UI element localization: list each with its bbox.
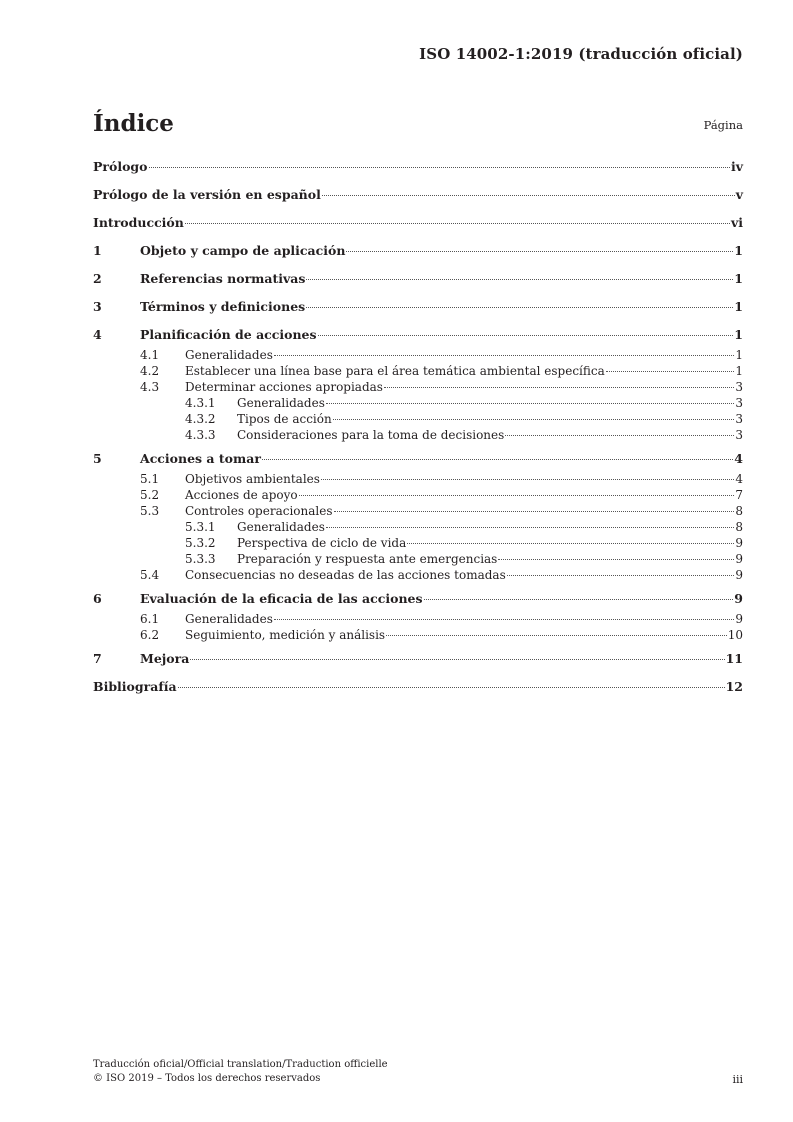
toc-entry[interactable] <box>93 295 743 319</box>
toc-dot-leader <box>190 659 724 660</box>
toc-entry-page: 1 <box>735 348 743 362</box>
toc-entry[interactable] <box>93 675 743 699</box>
toc-dot-leader <box>326 403 734 404</box>
toc-dot-leader <box>306 307 733 308</box>
toc-entry[interactable] <box>93 183 743 207</box>
toc-entry-title: Objetivos ambientales <box>185 472 320 486</box>
toc-entry-page: 1 <box>735 364 743 378</box>
toc-entry-title: Referencias normativas <box>140 271 306 286</box>
toc-entry-page: 3 <box>735 412 743 426</box>
toc-entry-title: Determinar acciones apropiadas <box>185 380 383 394</box>
toc-entry-page: 7 <box>735 488 743 502</box>
toc-entry[interactable] <box>93 551 743 567</box>
toc-entry-page: 3 <box>735 380 743 394</box>
toc-entry-page: 4 <box>734 451 743 466</box>
toc-entry-title: Controles operacionales <box>185 504 333 518</box>
toc-entry[interactable] <box>93 427 743 443</box>
toc-dot-leader <box>498 559 734 560</box>
toc-entry-page: 1 <box>734 299 743 314</box>
toc-entry-number: 6.1 <box>140 612 160 626</box>
toc-dot-leader <box>322 195 735 196</box>
toc-dot-leader <box>333 419 735 420</box>
toc-entry[interactable] <box>93 347 743 363</box>
toc-entry-page: 9 <box>735 568 743 582</box>
toc-entry-number: 6 <box>93 591 102 606</box>
toc-heading: Índice <box>93 110 174 137</box>
toc-entry[interactable] <box>93 447 743 471</box>
toc-entry-number: 5.3.3 <box>185 552 216 566</box>
toc-entry-number: 5.3 <box>140 504 160 518</box>
toc-dot-leader <box>178 687 725 688</box>
toc-dot-leader <box>318 335 734 336</box>
toc-entry-title: Generalidades <box>237 396 325 410</box>
toc-entry-title: Términos y definiciones <box>140 299 306 314</box>
toc-entry-page: 9 <box>734 591 743 606</box>
toc-entry-title: Seguimiento, medición y análisis <box>185 628 386 642</box>
toc-entry-number: 6.2 <box>140 628 160 642</box>
toc-entry-page: 9 <box>735 536 743 550</box>
toc-entry[interactable] <box>93 487 743 503</box>
toc-dot-leader <box>185 223 730 224</box>
toc-entry-page: 1 <box>734 271 743 286</box>
toc-dot-leader <box>505 435 734 436</box>
toc-entry[interactable] <box>93 379 743 395</box>
toc-entry-number: 4.3 <box>140 380 160 394</box>
toc-entry[interactable] <box>93 535 743 551</box>
toc-entry-page: 3 <box>735 428 743 442</box>
toc-dot-leader <box>149 167 730 168</box>
toc-entry-title: Tipos de acción <box>237 412 332 426</box>
toc-entry[interactable] <box>93 627 743 643</box>
toc-dot-leader <box>606 371 735 372</box>
toc-dot-leader <box>262 459 733 460</box>
toc-entry-title: Prólogo de la versión en español <box>93 187 321 202</box>
toc-dot-leader <box>334 511 735 512</box>
toc-entry-number: 4.2 <box>140 364 160 378</box>
toc-dot-leader <box>424 599 734 600</box>
toc-dot-leader <box>274 355 734 356</box>
toc-entry-page: 1 <box>734 327 743 342</box>
toc-entry-page: 11 <box>725 651 743 666</box>
toc-entry[interactable] <box>93 567 743 583</box>
toc-entry-number: 5.1 <box>140 472 160 486</box>
toc-entry-number: 4.3.2 <box>185 412 216 426</box>
toc-entry[interactable] <box>93 647 743 671</box>
toc-dot-leader <box>384 387 734 388</box>
toc-entry-title: Consideraciones para la toma de decisiones <box>237 428 505 442</box>
toc-entry-title: Objeto y campo de aplicación <box>140 243 346 258</box>
toc-entry-title: Generalidades <box>185 612 273 626</box>
toc-entry-page: 8 <box>735 504 743 518</box>
toc-entry-page: 8 <box>735 520 743 534</box>
toc-dot-leader <box>507 575 735 576</box>
toc-entry[interactable] <box>93 411 743 427</box>
toc-dot-leader <box>306 279 733 280</box>
toc-entry-title: Prólogo <box>93 159 148 174</box>
toc-entry[interactable] <box>93 503 743 519</box>
toc-entry-number: 4.3.1 <box>185 396 216 410</box>
toc-entry-number: 4 <box>93 327 102 342</box>
toc-entry-page: 10 <box>727 628 743 642</box>
footer-translation-note: Traducción oficial/Official translation/Traduction officielle <box>93 1059 388 1070</box>
toc-entry-page: 12 <box>725 679 743 694</box>
toc-entry-title: Generalidades <box>237 520 325 534</box>
toc-entry-title: Consecuencias no deseadas de las acciones tomadas <box>185 568 506 582</box>
toc-entry-number: 4.3.3 <box>185 428 216 442</box>
toc-entry-title: Evaluación de la eficacia de las acciones <box>140 591 423 606</box>
toc-entry-number: 5.4 <box>140 568 160 582</box>
toc-dot-leader <box>326 527 734 528</box>
toc-entry[interactable] <box>93 211 743 235</box>
toc-dot-leader <box>321 479 734 480</box>
toc-entry-page: 4 <box>735 472 743 486</box>
toc-entry-title: Planificación de acciones <box>140 327 317 342</box>
toc-entry[interactable] <box>93 323 743 347</box>
toc-entry-number: 2 <box>93 271 102 286</box>
toc-dot-leader <box>299 495 735 496</box>
toc-entry-number: 4.1 <box>140 348 160 362</box>
toc-dot-leader <box>407 543 734 544</box>
document-header-title: ISO 14002-1:2019 (traducción oficial) <box>419 45 743 63</box>
toc-dot-leader <box>386 635 727 636</box>
toc-entry-title: Acciones a tomar <box>140 451 261 466</box>
toc-entry-page: iv <box>730 159 743 174</box>
toc-entry[interactable] <box>93 395 743 411</box>
toc-entry[interactable] <box>93 519 743 535</box>
toc-entry-title: Acciones de apoyo <box>185 488 298 502</box>
toc-entry-number: 3 <box>93 299 102 314</box>
toc-entry[interactable] <box>93 587 743 611</box>
page-column-label: Página <box>703 118 743 132</box>
footer-page-number: iii <box>732 1073 743 1086</box>
toc-entry-title: Preparación y respuesta ante emergencias <box>237 552 498 566</box>
toc-entry-title: Perspectiva de ciclo de vida <box>237 536 407 550</box>
toc-entry-page: v <box>735 187 743 202</box>
toc-entry-number: 5 <box>93 451 102 466</box>
toc-entry[interactable] <box>93 239 743 263</box>
toc-entry-page: vi <box>730 215 743 230</box>
toc-entry-page: 1 <box>734 243 743 258</box>
toc-entry[interactable] <box>93 611 743 627</box>
toc-entry-title: Generalidades <box>185 348 273 362</box>
toc-dot-leader <box>346 251 733 252</box>
toc-entry-title: Mejora <box>140 651 190 666</box>
toc-entry-number: 7 <box>93 651 102 666</box>
toc-entry-title: Introducción <box>93 215 184 230</box>
toc-entry[interactable] <box>93 471 743 487</box>
toc-entry-page: 9 <box>735 552 743 566</box>
toc-entry[interactable] <box>93 155 743 179</box>
toc-entry-number: 5.2 <box>140 488 160 502</box>
toc-entry[interactable] <box>93 363 743 379</box>
toc-entry-number: 1 <box>93 243 102 258</box>
table-of-contents <box>93 155 743 699</box>
toc-entry-number: 5.3.2 <box>185 536 216 550</box>
toc-entry-page: 9 <box>735 612 743 626</box>
toc-entry-title: Bibliografía <box>93 679 177 694</box>
toc-entry[interactable] <box>93 267 743 291</box>
toc-entry-title: Establecer una línea base para el área temática ambiental específica <box>185 364 605 378</box>
toc-entry-page: 3 <box>735 396 743 410</box>
toc-dot-leader <box>274 619 734 620</box>
toc-entry-number: 5.3.1 <box>185 520 216 534</box>
footer-copyright: © ISO 2019 – Todos los derechos reservados <box>93 1073 321 1084</box>
